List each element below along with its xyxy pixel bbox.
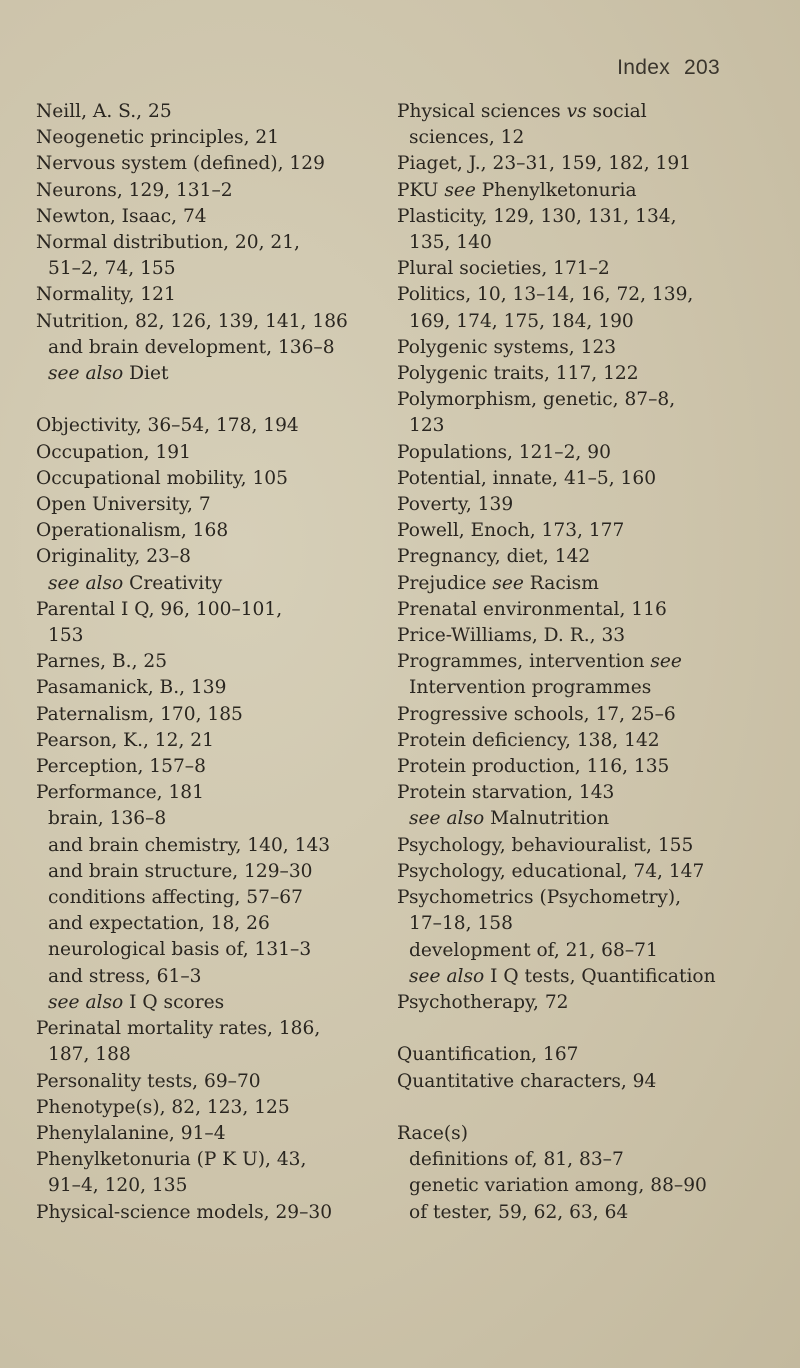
- index-entry: Physical-science models, 29–30: [36, 1201, 333, 1223]
- index-entry-continuation: 153: [48, 625, 84, 647]
- index-entry: Originality, 23–8: [36, 546, 191, 568]
- index-entry: Protein deficiency, 138, 142: [397, 729, 660, 751]
- index-entry: Protein production, 116, 135: [397, 756, 670, 778]
- index-entry-continuation: 135, 140: [409, 232, 492, 254]
- cross-reference-target: social: [586, 101, 647, 122]
- index-entry-continuation: Intervention programmes: [409, 677, 652, 699]
- index-letter-gap: [36, 387, 386, 413]
- index-entry: Psychology, educational, 74, 147: [397, 860, 705, 882]
- index-entry: Perception, 157–8: [36, 756, 206, 778]
- cross-reference-label: vs: [566, 101, 587, 122]
- index-subentry: and brain structure, 129–30: [48, 860, 313, 882]
- index-entry: Pearson, K., 12, 21: [36, 729, 214, 751]
- index-entry: Parnes, B., 25: [36, 651, 168, 673]
- index-entry: Polymorphism, genetic, 87–8,: [397, 389, 676, 411]
- index-entry: Powell, Enoch, 173, 177: [397, 520, 625, 542]
- index-subentry: [36, 990, 386, 1016]
- index-term: Prejudice: [397, 572, 493, 594]
- index-entry: Quantitative characters, 94: [397, 1070, 657, 1092]
- page-number: 203: [684, 56, 720, 79]
- index-entry: Operationalism, 168: [36, 520, 229, 542]
- index-entry: Populations, 121–2, 90: [397, 441, 611, 463]
- cross-reference-label: see: [444, 179, 476, 201]
- cross-reference-label: see: [492, 572, 524, 594]
- index-entry: Neurons, 129, 131–2: [36, 179, 233, 201]
- index-entry: Psychometrics (Psychometry),: [397, 887, 682, 909]
- index-subentry: and stress, 61–3: [48, 965, 202, 987]
- index-entry: Newton, Isaac, 74: [36, 205, 207, 227]
- cross-reference-target: Phenylketonuria: [475, 179, 637, 201]
- index-term: Programmes, intervention: [397, 651, 651, 673]
- index-entry-continuation: 17–18, 158: [409, 913, 513, 935]
- index-subentry: genetic variation among, 88–90: [409, 1175, 707, 1197]
- index-entry: Prenatal environmental, 116: [397, 598, 667, 620]
- index-entry: Neogenetic principles, 21: [36, 127, 280, 149]
- index-letter-gap: [397, 1016, 787, 1042]
- index-entry: Paternalism, 170, 185: [36, 703, 243, 725]
- index-entry: Nervous system (defined), 129: [36, 153, 325, 175]
- index-subentry: of tester, 59, 62, 63, 64: [409, 1201, 629, 1223]
- index-entry: Objectivity, 36–54, 178, 194: [36, 415, 299, 437]
- cross-reference-target: I Q tests, Quantification: [484, 965, 716, 987]
- index-subentry: brain, 136–8: [48, 808, 167, 830]
- index-entry: Parental I Q, 96, 100–101,: [36, 598, 283, 620]
- index-subentry: [397, 806, 787, 832]
- cross-reference-label: see also: [409, 965, 485, 987]
- index-subentry: and expectation, 18, 26: [48, 913, 270, 935]
- index-entry-continuation: sciences, 12: [409, 127, 525, 149]
- cross-reference-target: Creativity: [123, 572, 223, 594]
- index-subentry: [36, 361, 386, 387]
- cross-reference-label: see also: [48, 363, 124, 385]
- cross-reference-label: see also: [48, 572, 124, 594]
- index-column-left: [36, 99, 386, 1226]
- cross-reference-target: I Q scores: [123, 991, 225, 1013]
- cross-reference-target: Diet: [123, 363, 169, 385]
- index-entry: Personality tests, 69–70: [36, 1070, 261, 1092]
- index-entry: Nutrition, 82, 126, 139, 141, 186: [36, 310, 348, 332]
- running-head: Index: [617, 56, 671, 79]
- index-subentry: [36, 571, 386, 597]
- index-entry: [397, 99, 787, 125]
- index-subentry: and brain development, 136–8: [48, 336, 335, 358]
- index-entry: Occupational mobility, 105: [36, 467, 288, 489]
- index-subentry: conditions affecting, 57–67: [48, 887, 303, 909]
- index-entry-continuation: 187, 188: [48, 1044, 131, 1066]
- index-entry: Neill, A. S., 25: [36, 101, 172, 122]
- index-entry: Poverty, 139: [397, 494, 514, 516]
- index-entry-continuation: 123: [409, 415, 445, 437]
- cross-reference-target: Malnutrition: [484, 808, 610, 830]
- index-term: PKU: [397, 179, 445, 201]
- index-entry: Perinatal mortality rates, 186,: [36, 1018, 321, 1040]
- index-subentry: definitions of, 81, 83–7: [409, 1149, 624, 1171]
- index-entry: Pregnancy, diet, 142: [397, 546, 591, 568]
- index-entry: Normality, 121: [36, 284, 176, 306]
- index-subentry: and brain chemistry, 140, 143: [48, 834, 331, 856]
- index-entry-continuation: 91–4, 120, 135: [48, 1175, 188, 1197]
- index-entry: Pasamanick, B., 139: [36, 677, 227, 699]
- index-entry: Open University, 7: [36, 494, 211, 516]
- cross-reference-label: see: [650, 651, 682, 673]
- index-entry: Quantification, 167: [397, 1044, 579, 1066]
- index-column-right: [397, 99, 787, 1226]
- page-header: [617, 56, 720, 80]
- index-entry: Plural societies, 171–2: [397, 258, 610, 280]
- index-entry: Polygenic systems, 123: [397, 336, 617, 358]
- index-entry: [397, 571, 787, 597]
- index-entry: Psychology, behaviouralist, 155: [397, 834, 694, 856]
- index-entry: Performance, 181: [36, 782, 204, 804]
- index-entry: Politics, 10, 13–14, 16, 72, 139,: [397, 284, 694, 306]
- index-entry: Price-Williams, D. R., 33: [397, 625, 626, 647]
- index-entry: Phenotype(s), 82, 123, 125: [36, 1096, 290, 1118]
- index-entry: Psychotherapy, 72: [397, 991, 569, 1013]
- index-letter-gap: [397, 1095, 787, 1121]
- index-entry: Race(s): [397, 1122, 468, 1144]
- index-entry: Plasticity, 129, 130, 131, 134,: [397, 205, 677, 227]
- index-entry: [397, 649, 787, 675]
- index-entry: [397, 178, 787, 204]
- index-entry-continuation: 51–2, 74, 155: [48, 258, 176, 280]
- index-entry: Phenylketonuria (P K U), 43,: [36, 1149, 307, 1171]
- index-entry: Occupation, 191: [36, 441, 191, 463]
- index-entry: Normal distribution, 20, 21,: [36, 232, 300, 254]
- index-entry: Potential, innate, 41–5, 160: [397, 467, 657, 489]
- index-subentry: development of, 21, 68–71: [409, 939, 658, 961]
- cross-reference-label: see also: [48, 991, 124, 1013]
- index-entry: Progressive schools, 17, 25–6: [397, 703, 676, 725]
- index-entry-continuation: 169, 174, 175, 184, 190: [409, 310, 634, 332]
- index-entry: Protein starvation, 143: [397, 782, 615, 804]
- cross-reference-target: Racism: [523, 572, 599, 594]
- index-entry: Phenylalanine, 91–4: [36, 1122, 226, 1144]
- index-subentry: neurological basis of, 131–3: [48, 939, 312, 961]
- index-term: Physical sciences: [397, 101, 567, 122]
- index-subentry: [397, 964, 787, 990]
- cross-reference-label: see also: [409, 808, 485, 830]
- index-entry: Polygenic traits, 117, 122: [397, 363, 639, 385]
- index-entry: Piaget, J., 23–31, 159, 182, 191: [397, 153, 692, 175]
